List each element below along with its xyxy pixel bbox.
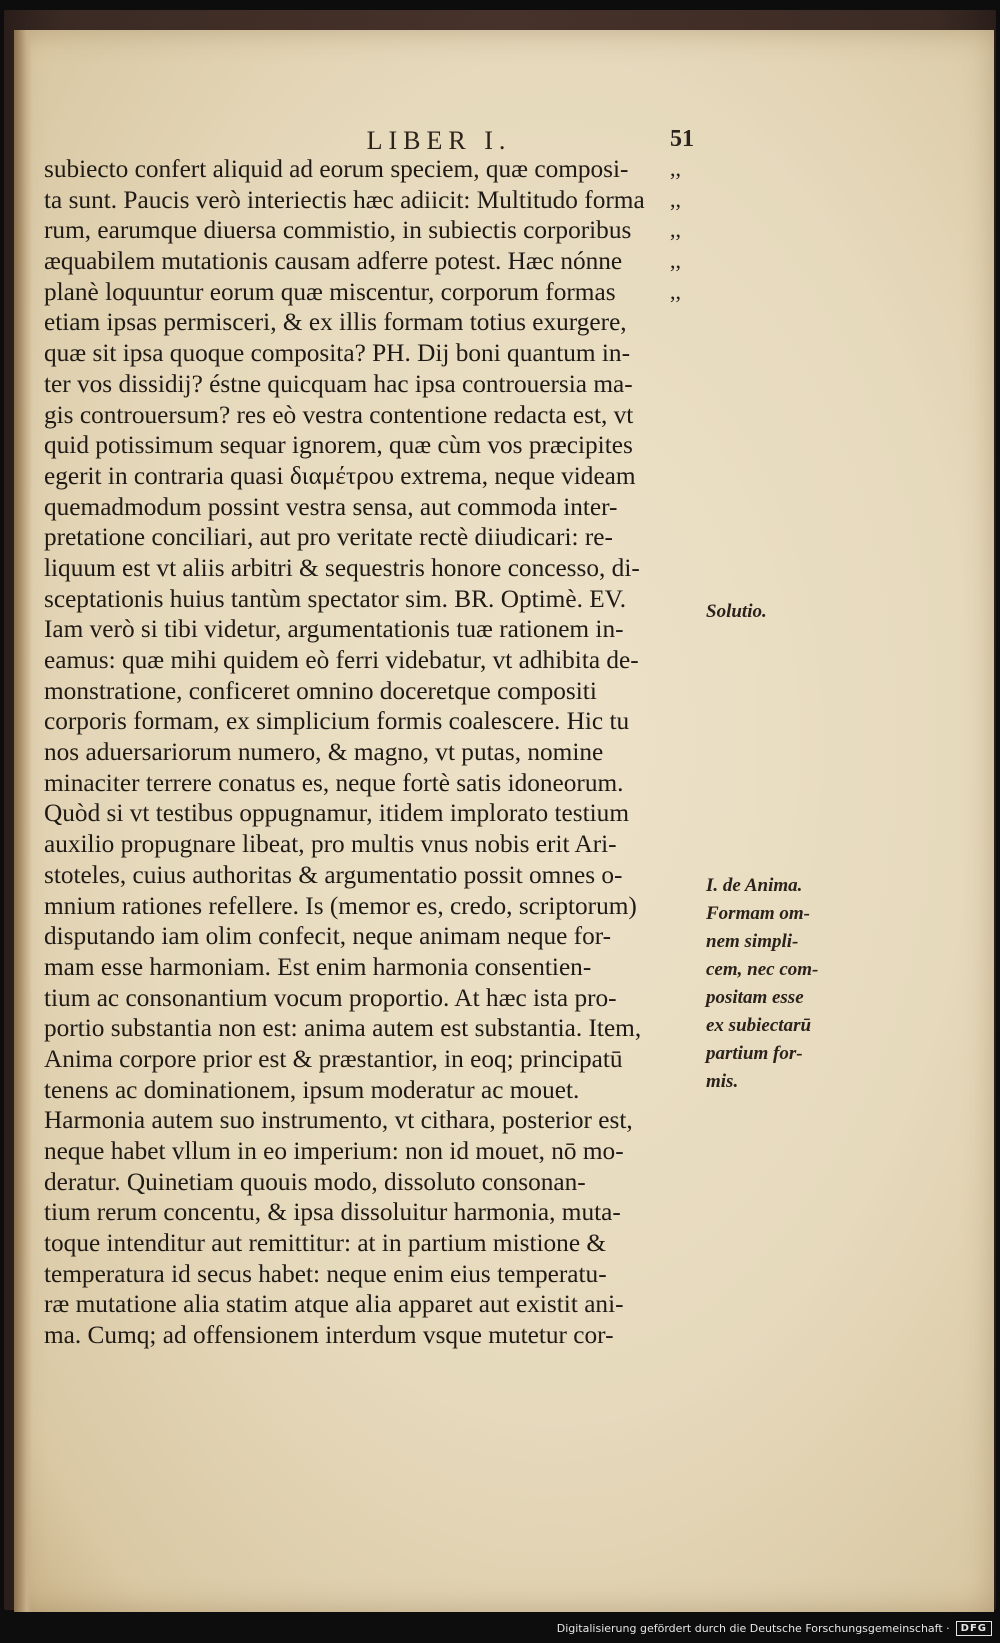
quote-mark: ,, [670, 278, 681, 304]
main-text-block [44, 154, 694, 1351]
text-line: subiecto confert aliquid ad eorum speciem, quæ composi- [44, 155, 629, 183]
margin-note-line: Formam om- [706, 903, 810, 924]
running-head: LIBER I. [366, 126, 512, 155]
text-line: quemadmodum possint vestra sensa, aut commoda inter- [44, 492, 618, 521]
text-line: æquabilem mutationis causam adferre potest. Hæc nónne [44, 247, 623, 276]
book-page [14, 30, 994, 1612]
text-line: toque intenditur aut remittitur: at in partium mistione & [44, 1229, 607, 1258]
margin-note-de-anima [706, 872, 826, 1096]
page-number: 51 [670, 126, 694, 152]
margin-note-line: Solutio. [706, 601, 767, 622]
text-line: Quòd si vt testibus oppugnamur, itidem implorato testium [44, 799, 629, 828]
margin-note-line: partium for- [706, 1043, 803, 1064]
text-line: Iam verò si tibi videtur, argumentationis tuæ rationem in- [44, 615, 624, 644]
quote-mark: ,, [670, 186, 681, 212]
quote-mark: ,, [670, 156, 681, 181]
margin-note-line: ex subiectarū [706, 1015, 812, 1036]
text-line: ta sunt. Paucis verò interiectis hæc adiicit: Multitudo forma [44, 185, 645, 214]
text-line: quæ sit ipsa quoque composita? PH. Dij boni quantum in- [44, 339, 631, 368]
text-line: mnium rationes refellere. Is (memor es, credo, scriptorum) [44, 891, 637, 920]
text-line: stoteles, cuius authoritas & argumentatio possit omnes o- [44, 860, 623, 889]
text-line: tenens ac dominationem, ipsum moderatur ac mouet. [44, 1075, 580, 1104]
book-cover-board [4, 10, 996, 1610]
text-line: quid potissimum sequar ignorem, quæ cùm vos præcipites [44, 431, 633, 460]
text-line: Harmonia autem suo instrumento, vt cithara, posterior est, [44, 1106, 633, 1135]
text-line: ræ mutatione alia statim atque alia apparet aut existit ani- [44, 1290, 624, 1319]
text-line: minaciter terrere conatus es, neque fortè satis idoneorum. [44, 768, 624, 797]
text-line: ma. Cumq; ad offensionem interdum vsque mutetur cor- [44, 1321, 614, 1350]
text-line: monstratione, conficeret omnino doceretque compositi [44, 676, 597, 705]
dfg-logo-icon: DFG [956, 1621, 992, 1636]
margin-note-line: I. de Anima. [706, 875, 803, 896]
text-line: neque habet vllum in eo imperium: non id mouet, nō mo- [44, 1137, 624, 1165]
quotation-marks-column [670, 154, 694, 307]
margin-note-line: positam esse [706, 987, 804, 1008]
text-line: ter vos dissidij? éstne quicquam hac ipsa controuersia ma- [44, 369, 633, 398]
margin-note-line: nem simpli- [706, 931, 799, 952]
text-line: liquum est vt aliis arbitri & sequestris honore concesso, di- [44, 553, 640, 582]
quote-mark: ,, [670, 217, 681, 243]
text-line: tium ac consonantium vocum proportio. At hæc ista pro- [44, 983, 617, 1012]
text-line: temperatura id secus habet: neque enim eius temperatu- [44, 1259, 607, 1288]
funding-footer [557, 1617, 992, 1639]
text-line: corporis formam, ex simplicium formis coalescere. Hic tu [44, 707, 630, 736]
text-line: mam esse harmoniam. Est enim harmonia consentien- [44, 952, 592, 981]
quote-mark: ,, [670, 248, 681, 274]
text-line: etiam ipsas permisceri, & ex illis formam totius exurgere, [44, 308, 627, 337]
text-line: tium rerum concentu, & ipsa dissoluitur harmonia, muta- [44, 1198, 621, 1227]
text-line: gis controuersum? res eò vestra contentione redacta est, vt [44, 400, 634, 429]
margin-note-line: cem, nec com- [706, 959, 819, 980]
text-line: planè loquuntur eorum quæ miscentur, corporum formas [44, 277, 616, 306]
text-line: portio substantia non est: anima autem est substantia. Item, [44, 1014, 642, 1043]
funding-credit: Digitalisierung gefördert durch die Deutsche Forschungsgemeinschaft · [556, 1621, 950, 1635]
text-line: eamus: quæ mihi quidem eò ferri videbatur, vt adhibita de- [44, 646, 639, 674]
text-line: auxilio propugnare libeat, pro multis vnus nobis erit Ari- [44, 830, 617, 859]
text-line: nos aduersariorum numero, & magno, vt putas, nomine [44, 738, 604, 767]
margin-note-solutio [706, 598, 826, 626]
text-line: Anima corpore prior est & præstantior, in eoq; principatū [44, 1044, 623, 1073]
text-line: rum, earumque diuersa commistio, in subiectis corporibus [44, 216, 632, 245]
text-line: pretatione conciliari, aut pro veritate rectè diiudicari: re- [44, 523, 613, 552]
text-line: egerit in contraria quasi διαμέτρου extrema, neque videam [44, 461, 636, 490]
text-line: deratur. Quinetiam quouis modo, dissoluto consonan- [44, 1167, 586, 1196]
text-line: sceptationis huius tantùm spectator sim. BR. Optimè. EV. [44, 584, 627, 613]
margin-note-line: mis. [706, 1071, 739, 1092]
page-gutter [14, 30, 32, 1612]
text-line: disputando iam olim confecit, neque animam neque for- [44, 922, 612, 951]
